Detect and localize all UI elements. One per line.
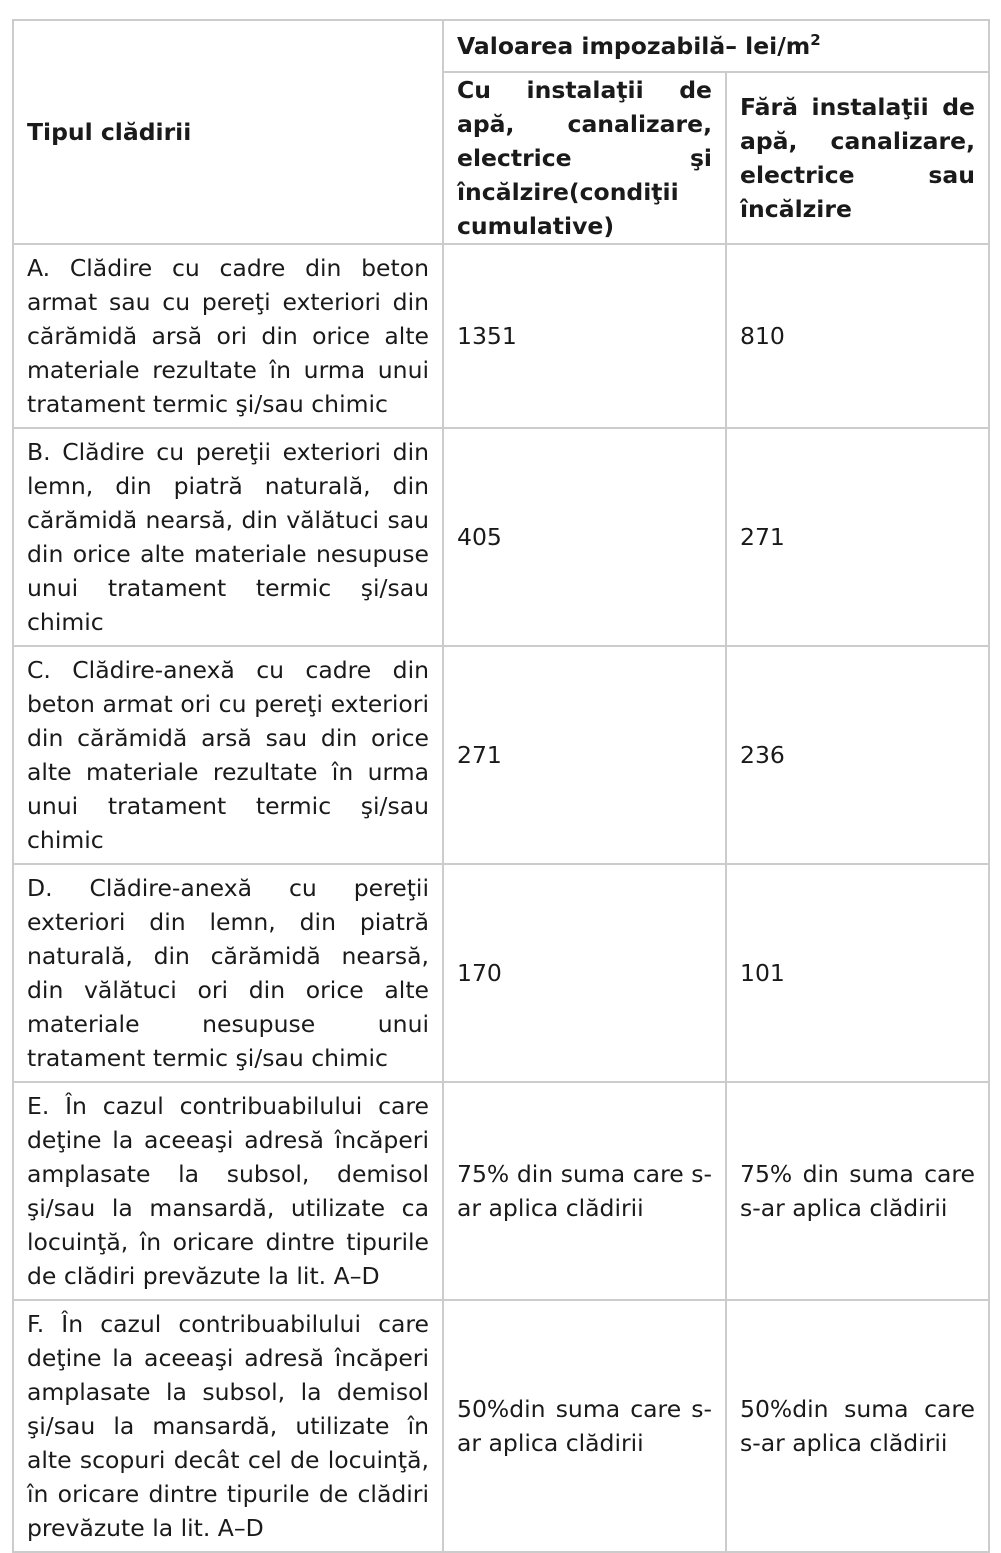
header-value-label: Valoarea impozabilă– lei/m [457,32,811,60]
header-value-cell [443,20,989,72]
header-type-label: Tipul clădirii [27,118,192,146]
header-value-unit-sup: 2 [810,31,821,49]
header-without-installations-label: Fără instalaţii de apă, canalizare, electrice sau încălzire [740,93,975,223]
value-without-installations: 271 [726,428,989,646]
header-row-top [13,20,989,72]
table-row [13,1300,989,1552]
header-without-installations-cell [726,72,989,244]
building-tax-table [12,19,990,1553]
value-without-installations: 101 [726,864,989,1082]
value-without-installations: 50%din suma care s-ar aplica clădirii [726,1300,989,1552]
value-without-installations: 75% din suma care s-ar aplica clădirii [726,1082,989,1300]
value-with-installations: 271 [443,646,726,864]
value-without-installations: 810 [726,244,989,428]
table-row [13,1082,989,1300]
header-with-installations-cell [443,72,726,244]
value-with-installations: 1351 [443,244,726,428]
value-with-installations: 170 [443,864,726,1082]
table-row [13,864,989,1082]
header-with-installations-label: Cu instalaţii de apă, canalizare, electrice şi încălzire(condiţii cumulative) [457,76,712,240]
building-type-cell: F. În cazul contribuabilului care deţine la aceeaşi adresă încăperi amplasate la subsol, la demisol şi/sau la mansardă, utilizate în alte scopuri decât cel de locuinţă, în oricare dintre tipurile de clădiri prevăzute la lit. A–D [13,1300,443,1552]
value-with-installations: 50%din suma care s-ar aplica clădirii [443,1300,726,1552]
building-type-cell: A. Clădire cu cadre din beton armat sau cu pereţi exteriori din cărămidă arsă ori din orice alte materiale rezultate în urma unui tratament termic şi/sau chimic [13,244,443,428]
value-with-installations: 75% din suma care s-ar aplica clădirii [443,1082,726,1300]
table-row [13,646,989,864]
building-type-cell: C. Clădire-anexă cu cadre din beton armat ori cu pereţi exteriori din cărămidă arsă sau din orice alte materiale rezultate în urma unui tratament termic şi/sau chimic [13,646,443,864]
building-type-cell: E. În cazul contribuabilului care deţine la aceeaşi adresă încăperi amplasate la subsol, demisol şi/sau la mansardă, utilizate ca locuinţă, în oricare dintre tipurile de clădiri prevăzute la lit. A–D [13,1082,443,1300]
value-without-installations: 236 [726,646,989,864]
table-row [13,244,989,428]
building-type-cell: B. Clădire cu pereţii exteriori din lemn, din piatră naturală, din cărămidă nearsă, din vălătuci sau din orice alte materiale nesupuse unui tratament termic şi/sau chimic [13,428,443,646]
header-type-cell [13,20,443,244]
value-with-installations: 405 [443,428,726,646]
building-type-cell: D. Clădire-anexă cu pereţii exteriori din lemn, din piatră naturală, din cărămidă nearsă, din vălătuci ori din orice alte materiale nesupuse unui tratament termic şi/sau chimic [13,864,443,1082]
table-row [13,428,989,646]
